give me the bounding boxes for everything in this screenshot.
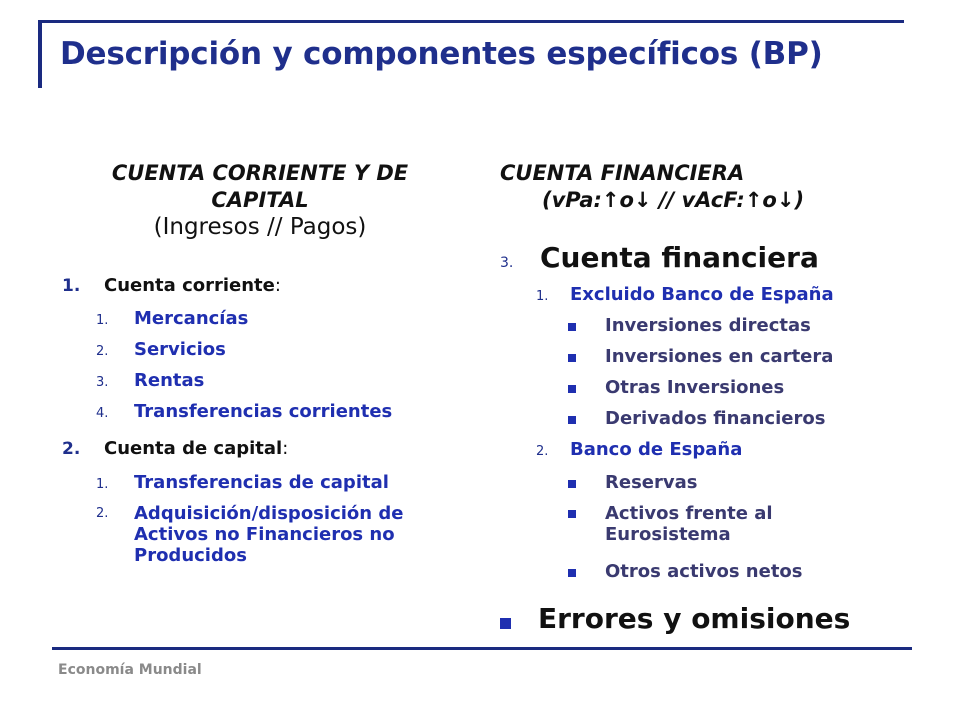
list-number: 1. (62, 276, 81, 296)
list-label: Adquisición/disposición de Activos no Financieros no Producidos (134, 503, 404, 566)
list-item (568, 346, 833, 367)
list-item-cuenta-capital (62, 438, 288, 459)
square-bullet-icon (568, 354, 576, 362)
left-column-heading (50, 160, 470, 241)
list-label: Transferencias de capital (134, 472, 389, 493)
list-number: 3. (96, 375, 109, 390)
list-label: Derivados financieros (605, 408, 826, 429)
right-heading-line1: CUENTA FINANCIERA (500, 161, 745, 185)
list-label: Inversiones directas (605, 315, 811, 336)
list-number: 2. (62, 439, 81, 459)
list-label: Mercancías (134, 308, 249, 329)
list-label: Cuenta financiera (540, 241, 819, 274)
right-heading-line2: (vPa:↑o↓ // vAcF:↑o↓) (542, 188, 805, 212)
list-label: Inversiones en cartera (605, 346, 834, 367)
list-item (96, 339, 226, 360)
list-suffix: : (274, 275, 281, 296)
list-number: 2. (536, 444, 549, 459)
list-number: 1. (96, 313, 109, 328)
list-item-cuenta-financiera (500, 241, 819, 274)
list-label: Otras Inversiones (605, 377, 785, 398)
list-item (96, 503, 466, 566)
list-label: Otros activos netos (605, 561, 803, 582)
list-item (536, 439, 742, 460)
square-bullet-icon (500, 618, 511, 629)
left-heading-sub: (Ingresos // Pagos) (153, 214, 367, 240)
list-label: Rentas (134, 370, 205, 391)
list-item (568, 472, 697, 493)
list-item (96, 308, 248, 329)
square-bullet-icon (568, 416, 576, 424)
list-item (568, 315, 811, 336)
list-item (96, 472, 389, 493)
slide-title: Descripción y componentes específicos (BP) (60, 36, 823, 72)
footer-rule (52, 647, 912, 650)
square-bullet-icon (568, 480, 576, 488)
list-suffix: : (282, 438, 289, 459)
title-frame-left-rule (38, 20, 42, 88)
list-item (568, 503, 848, 545)
left-heading-line2: CAPITAL (211, 188, 309, 212)
list-item (96, 370, 204, 391)
square-bullet-icon (568, 385, 576, 393)
list-item (568, 408, 825, 429)
list-number: 2. (96, 506, 109, 521)
list-label: Transferencias corrientes (134, 401, 393, 422)
list-label: Cuenta de capital (104, 438, 283, 459)
list-number: 2. (96, 344, 109, 359)
square-bullet-icon (568, 569, 576, 577)
list-label: Errores y omisiones (538, 602, 851, 635)
list-item (568, 377, 784, 398)
list-label: Servicios (134, 339, 226, 360)
list-number: 4. (96, 406, 109, 421)
list-item (536, 284, 834, 305)
left-heading-line1: CUENTA CORRIENTE Y DE (111, 161, 409, 185)
title-frame-top-rule (40, 20, 904, 23)
list-number: 1. (96, 477, 109, 492)
list-label: Activos frente al Eurosistema (605, 503, 773, 545)
square-bullet-icon (568, 510, 576, 518)
list-label: Excluido Banco de España (570, 284, 834, 305)
list-number: 1. (536, 289, 549, 304)
square-bullet-icon (568, 323, 576, 331)
list-item-cuenta-corriente (62, 275, 281, 296)
list-item (568, 561, 803, 582)
footer-text: Economía Mundial (58, 662, 202, 678)
right-column-heading (500, 160, 860, 214)
list-label: Cuenta corriente (104, 275, 275, 296)
list-label: Banco de España (570, 439, 743, 460)
list-number: 3. (500, 254, 514, 271)
list-item (96, 401, 392, 422)
list-item-errores (500, 602, 850, 635)
list-label: Reservas (605, 472, 698, 493)
